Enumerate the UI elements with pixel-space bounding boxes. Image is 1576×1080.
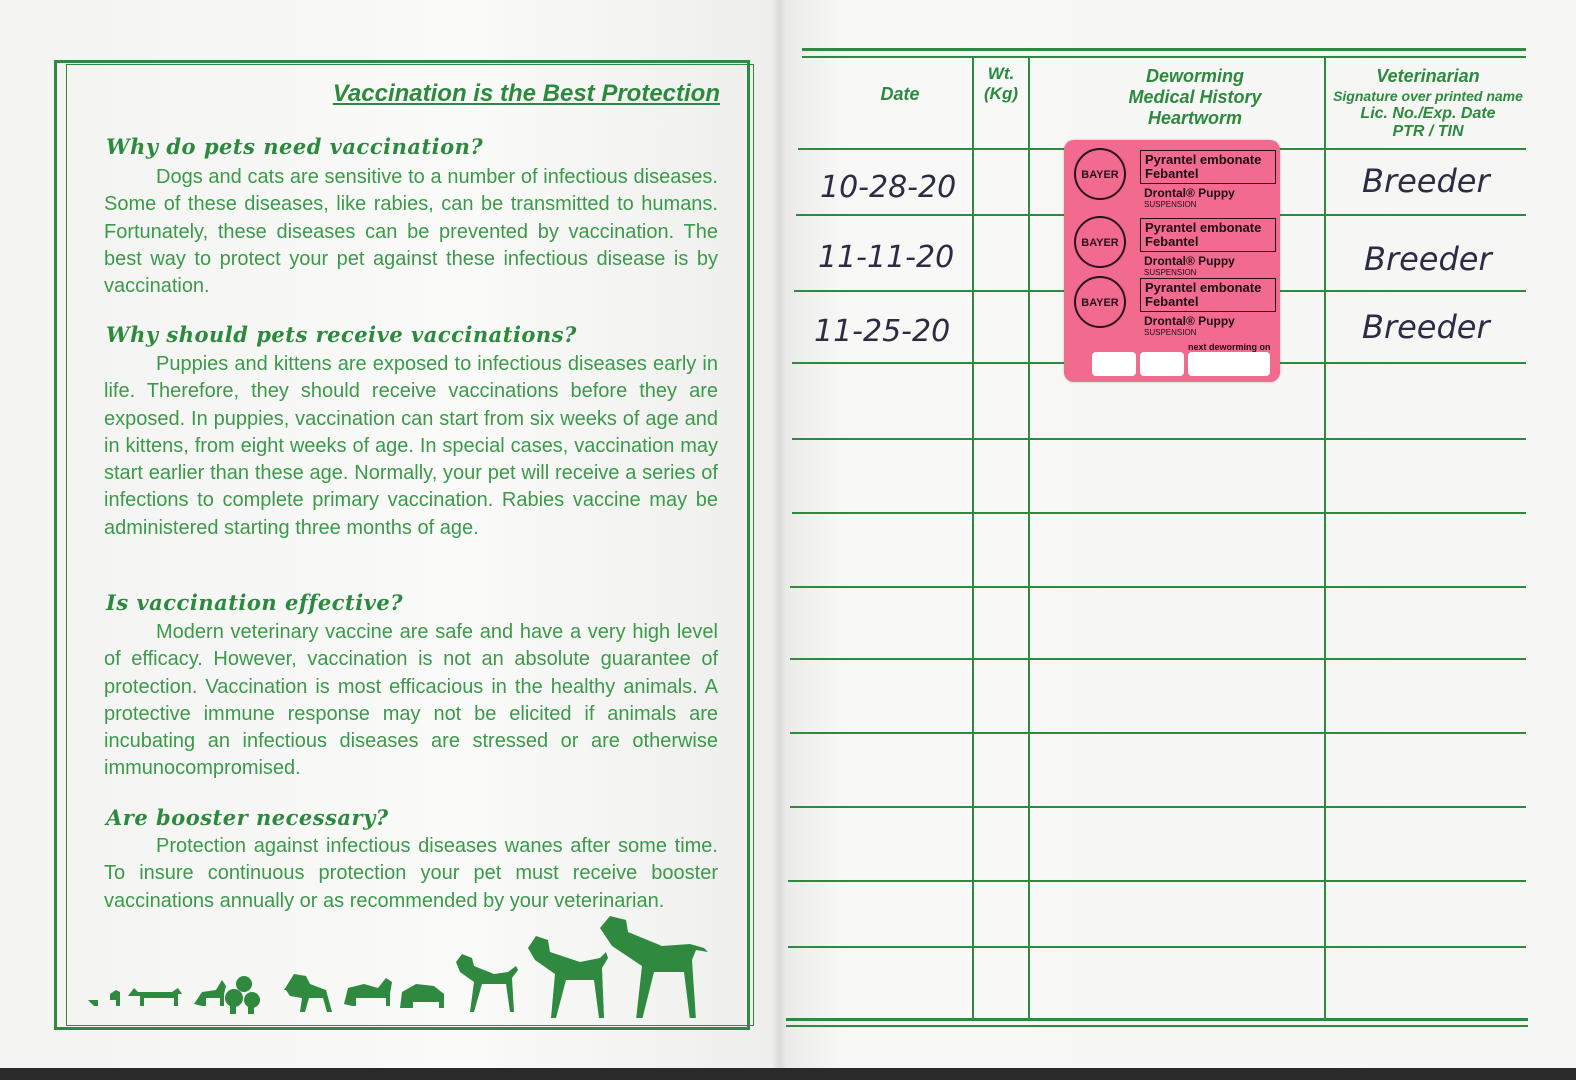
entry-veterinarian: Breeder <box>1364 240 1492 278</box>
entry-veterinarian: Breeder <box>1362 308 1490 346</box>
row-line <box>790 658 1526 660</box>
product-form: SUSPENSION <box>1144 268 1197 277</box>
entry-date: 10-28-20 <box>820 170 957 205</box>
next-deworming-blank <box>1092 352 1136 376</box>
next-deworming-label: next deworming on <box>1188 342 1271 352</box>
table-top-rule <box>802 56 1526 58</box>
header-deworming-line: Medical History <box>1128 87 1262 107</box>
row-line <box>790 732 1526 734</box>
scan-edge <box>0 1068 1576 1080</box>
section-text: Protection against infectious diseases wanes after some time. To insure continuous protection your pet must receive booster vaccinations annually or as recommended by your veterinarian. <box>104 835 718 912</box>
bayer-logo-icon: BAYER <box>1074 276 1126 328</box>
section-text: Dogs and cats are sensitive to a number of infectious diseases. Some of these diseases, like rabies, can be transmitted to humans. Fortunately, these diseases can be prevented by vaccination. The best way to protect your pet against these infectious disease is by vaccination. <box>104 166 718 298</box>
row-line <box>792 438 1526 440</box>
section-question: Are booster necessary? <box>106 805 389 830</box>
header-deworming <box>1060 66 1330 129</box>
bayer-logo-icon: BAYER <box>1074 216 1126 268</box>
next-deworming-blank <box>1188 352 1270 376</box>
section-text: Modern veterinary vaccine are safe and have a very high level of efficacy. However, vaccination is not an absolute guarantee of protection. Vaccination is most efficacious in the healthy animals. A protective immune response may not be elicited if animals are incubating an infectious diseases are stressed or are otherwise immunocompromised. <box>104 621 718 780</box>
section-question: Why do pets need vaccination? <box>106 134 484 159</box>
header-veterinarian <box>1326 66 1530 141</box>
row-line <box>790 806 1526 808</box>
drug-name: Pyrantel embonate <box>1145 220 1262 235</box>
product-form: SUSPENSION <box>1144 328 1197 337</box>
entry-veterinarian: Breeder <box>1362 162 1490 200</box>
header-weight-line: Wt. <box>987 64 1015 83</box>
drug-name: Febantel <box>1145 234 1199 249</box>
sticker-label <box>1068 270 1278 338</box>
header-date: Date <box>880 84 920 104</box>
drug-name: Febantel <box>1145 294 1199 309</box>
column-divider <box>972 58 974 1018</box>
page-title: Vaccination is the Best Protection <box>332 80 720 107</box>
sticker-drug-box <box>1140 278 1276 312</box>
next-deworming-blank <box>1140 352 1184 376</box>
header-weight-line: (Kg) <box>984 84 1018 103</box>
sticker-drug-box <box>1140 218 1276 252</box>
entry-date: 11-11-20 <box>818 240 955 275</box>
product-name: Drontal® Puppy <box>1144 254 1235 268</box>
drug-name: Pyrantel embonate <box>1145 152 1262 167</box>
deworming-sticker <box>1064 140 1280 382</box>
section-question: Why should pets receive vaccinations? <box>106 322 577 347</box>
header-vet-line: Veterinarian <box>1376 66 1480 86</box>
entry-date: 11-25-20 <box>814 314 951 349</box>
dog-silhouettes-illustration <box>84 912 724 1018</box>
drug-name: Pyrantel embonate <box>1145 280 1262 295</box>
header-deworming-line: Heartworm <box>1147 108 1243 128</box>
header-vet-line: PTR / TIN <box>1392 123 1464 140</box>
row-line <box>790 586 1526 588</box>
section-text: Puppies and kittens are exposed to infectious diseases early in life. Therefore, they should receive vaccinations before they are exposed. In puppies, vaccination can start from six weeks of age and in kittens, from eight weeks of age. In special cases, vaccination may start earlier than these age. Normally, your pet will receive a series of infections to complete primary vaccination. Rabies vaccine may be administered starting three months of age. <box>104 353 718 539</box>
book-gutter <box>772 0 786 1080</box>
section-question: Is vaccination effective? <box>106 590 404 615</box>
row-line <box>792 512 1526 514</box>
header-deworming-line: Deworming <box>1145 66 1244 86</box>
header-weight <box>974 64 1028 104</box>
product-form: SUSPENSION <box>1144 200 1197 209</box>
table-bottom-rule <box>786 1018 1528 1021</box>
row-line <box>788 946 1526 948</box>
product-name: Drontal® Puppy <box>1144 314 1235 328</box>
sticker-drug-box <box>1140 150 1276 184</box>
sticker-label <box>1068 142 1278 210</box>
column-divider <box>1028 58 1030 1018</box>
drug-name: Febantel <box>1145 166 1199 181</box>
product-name: Drontal® Puppy <box>1144 186 1235 200</box>
column-divider <box>1324 58 1326 1018</box>
header-vet-line: Signature over printed name <box>1333 88 1523 104</box>
sticker-label <box>1068 210 1278 278</box>
header-vet-line: Lic. No./Exp. Date <box>1360 105 1496 122</box>
table-bottom-rule <box>786 1025 1528 1027</box>
row-line <box>788 880 1526 882</box>
table-top-rule <box>802 48 1526 51</box>
bayer-logo-icon: BAYER <box>1074 148 1126 200</box>
